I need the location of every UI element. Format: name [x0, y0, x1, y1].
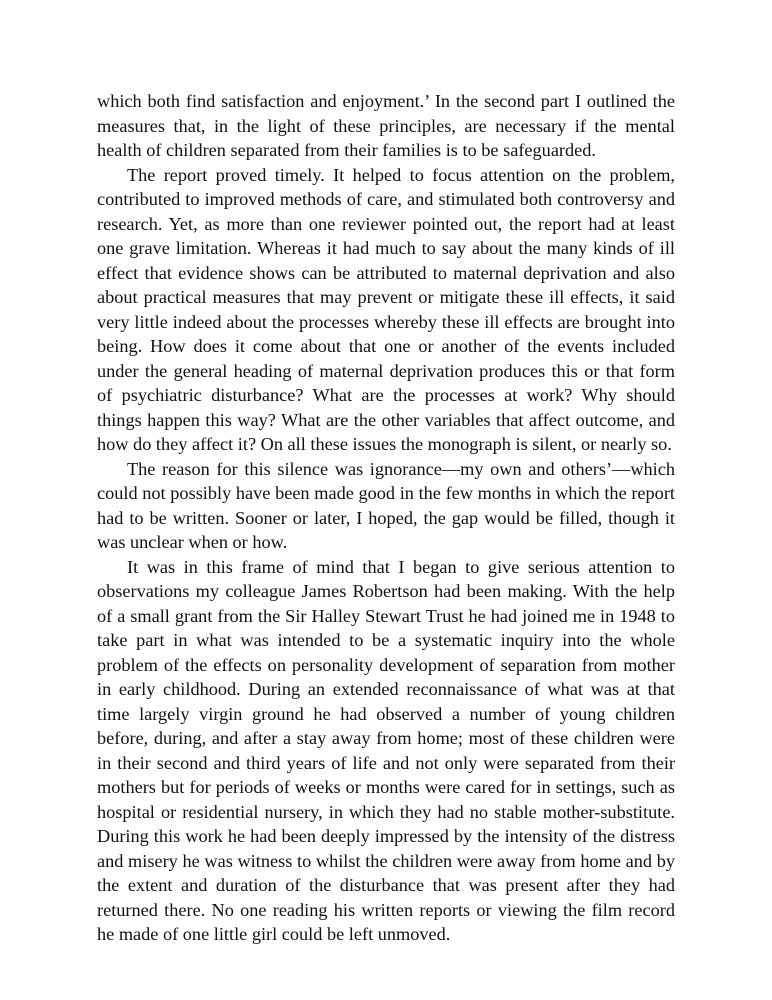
paragraph-robertson-observations: It was in this frame of mind that I began to give serious attention to observations my colleague James Robertson had been making. With the help of a small grant from the Sir Halley Stewart Trust he had joined me in 1948 to take part in what was intended to be a systematic inquiry into the whole problem of the effects on personality development of separation from mother in early childhood. During an extended reconnaissance of what was at that time largely virgin ground he had observed a number of young children before, during, and after a stay away from home; most of these children were in their second and third years of life and not only were separated from their mothers but for periods of weeks or months were cared for in settings, such as hospital or residential nursery, in which they had no stable mother-substitute. During this work he had been deeply impressed by the intensity of the distress and misery he was witness to whilst the children were away from home and by the extent and duration of the disturbance that was present after they had returned there. No one reading his written reports or viewing the film record he made of one little girl could be left unmoved.	[97, 556, 675, 944]
paragraph-report-timely: The report proved timely. It helped to focus attention on the problem, contributed to improved methods of care, and stimulated both controversy and research. Yet, as more than one reviewer pointed out, the report had at least one grave limitation. Whereas it had much to say about the many kinds of ill effect that evidence shows can be attributed to maternal deprivation and also about practical measures that may prevent or mitigate these ill effects, it said very little indeed about the processes whereby these ill effects are brought into being. How does it come about that one or another of the events included under the general heading of maternal deprivation produces this or that form of psychiatric disturbance? What are the processes at work? Why should things happen this way? What are the other variables that affect outcome, and how do they affect it? On all these issues the monograph is silent, or nearly so.	[97, 164, 675, 454]
page-body	[97, 89, 675, 947]
paragraph-continuation: which both find satisfaction and enjoyment.’ In the second part I outlined the measures that, in the light of these principles, are necessary if the mental health of children separated from their families is to be safeguarded.	[97, 91, 675, 160]
paragraph-silence-ignorance: The reason for this silence was ignorance—my own and others’—which could not possibly have been made good in the few months in which the report had to be written. Sooner or later, I hoped, the gap would be filled, though it was unclear when or how.	[97, 458, 675, 552]
